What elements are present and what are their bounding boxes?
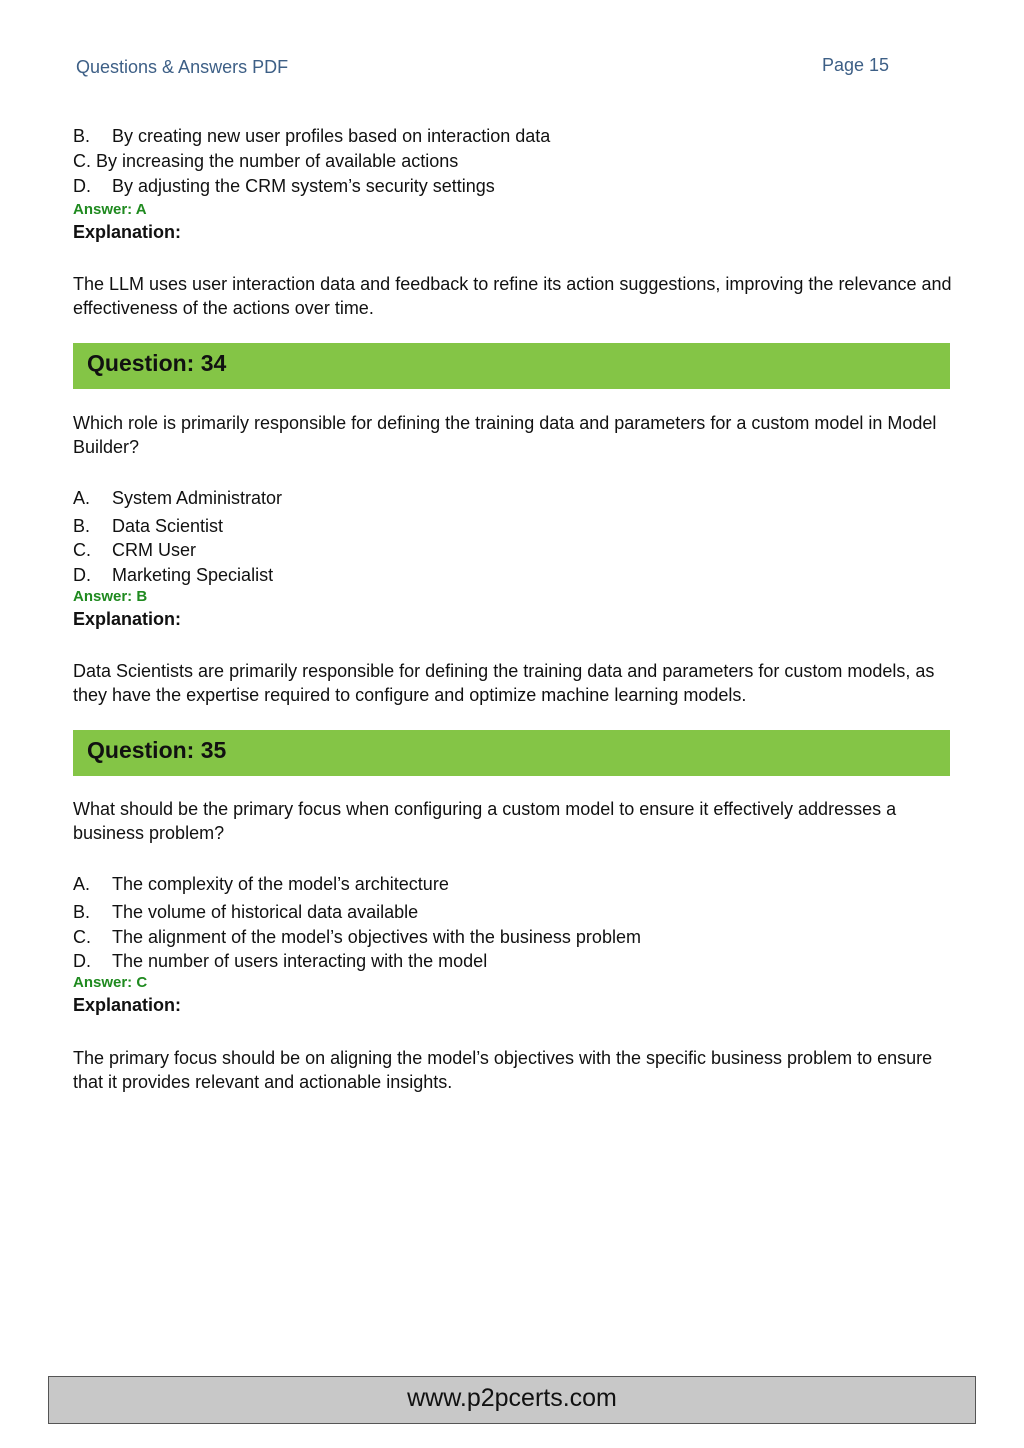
footer-box	[48, 1376, 976, 1424]
option-letter: D.	[73, 951, 91, 971]
option-text: The alignment of the model’s objectives with the business problem	[112, 927, 641, 947]
answer-label: Answer: A	[73, 201, 147, 218]
option-letter: B.	[73, 126, 91, 146]
option-d	[73, 563, 273, 587]
question-title: Question: 34	[87, 350, 227, 376]
option-c	[73, 538, 196, 562]
explanation-text: The primary focus should be on aligning the model’s objectives with the specific business problem to ensure that it provides relevant and actionable insights.	[73, 1048, 933, 1092]
option-b	[73, 900, 418, 924]
page-number: Page 15	[822, 55, 890, 75]
option-text: The volume of historical data available	[112, 902, 419, 922]
option-b	[73, 124, 550, 148]
header-title: Questions & Answers PDF	[76, 57, 289, 77]
option-text: System Administrator	[112, 488, 283, 508]
explanation-text: Data Scientists are primarily responsible for defining the training data and parameters for custom models, as they have the expertise required to configure and optimize machine learning models.	[73, 661, 935, 705]
option-text: CRM User	[112, 540, 196, 560]
option-text: The complexity of the model’s architecture	[112, 874, 449, 894]
explanation-label: Explanation:	[73, 222, 182, 242]
option-a	[73, 872, 449, 896]
question-header-bar	[73, 343, 950, 389]
option-letter: D.	[73, 565, 91, 585]
answer-label: Answer: C	[73, 974, 148, 991]
question-title: Question: 35	[87, 737, 227, 763]
option-letter: D.	[73, 176, 91, 196]
option-letter: C.	[73, 151, 91, 171]
option-a	[73, 486, 282, 510]
option-c	[73, 149, 458, 173]
question-text: What should be the primary focus when configuring a custom model to ensure it effectively addresses a business problem?	[73, 799, 897, 843]
option-text: By increasing the number of available actions	[96, 151, 459, 171]
option-text: Marketing Specialist	[112, 565, 274, 585]
option-letter: B.	[73, 902, 91, 922]
option-text: Data Scientist	[112, 516, 224, 536]
option-d	[73, 174, 495, 198]
option-letter: A.	[73, 874, 91, 894]
option-letter: B.	[73, 516, 91, 536]
option-b	[73, 514, 223, 538]
option-c	[73, 925, 641, 949]
question-text: Which role is primarily responsible for defining the training data and parameters for a custom model in Model Builder?	[73, 413, 937, 457]
explanation-label: Explanation:	[73, 995, 182, 1015]
footer-url[interactable]: www.p2pcerts.com	[407, 1384, 617, 1412]
question-header-bar	[73, 730, 950, 776]
option-d	[73, 949, 487, 973]
option-letter: A.	[73, 488, 91, 508]
option-text: By creating new user profiles based on interaction data	[112, 126, 551, 146]
explanation-text: The LLM uses user interaction data and feedback to refine its action suggestions, improving the relevance and effectiveness of the actions over time.	[73, 274, 952, 318]
option-text: By adjusting the CRM system’s security settings	[112, 176, 495, 196]
option-letter: C.	[73, 540, 91, 560]
answer-label: Answer: B	[73, 588, 148, 605]
option-text: The number of users interacting with the model	[112, 951, 488, 971]
explanation-label: Explanation:	[73, 609, 182, 629]
option-letter: C.	[73, 927, 91, 947]
